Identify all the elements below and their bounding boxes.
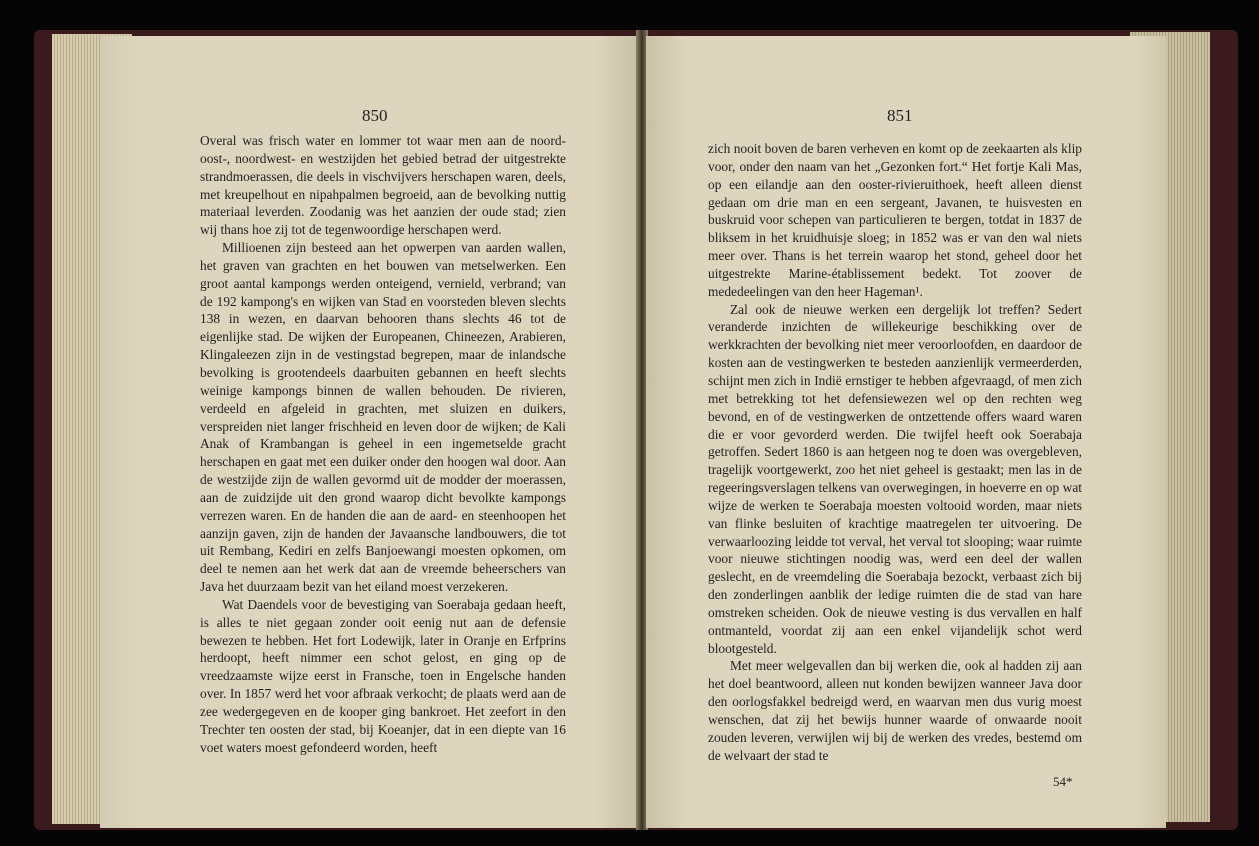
left-page-number: 850	[362, 106, 388, 125]
printer-signature: 54*	[1053, 774, 1073, 789]
left-page-text	[200, 132, 566, 757]
left-paragraph-1: Overal was frisch water en lommer tot waar men aan de noord-oost-, noordwest- en westzijden het gebied betrad der uitgestrekte strandmoerassen, die deels in vischvijvers herschapen waren, deels, met kreupelhout en nipahpalmen begroeid, aan de bevolking nuttig materiaal leverden. Zoodanig was het aanzien der oude stad; zien wij thans hoe zij tot de tegenwoordige herschapen werd.	[200, 133, 566, 238]
left-page	[100, 36, 638, 828]
left-paragraph-2: Millioenen zijn besteed aan het opwerpen van aarden wallen, het graven van grachten en het bouwen van metselwerken. Een groot aantal kampongs werden onteigend, vernield, verbrand; van de 192 kampong's en wijken van Stad en voorsteden bleven slechts 138 in wezen, en daarvan behooren thans slechts 46 tot de eigenlijke stad. De wijken der Europeanen, Chineezen, Arabieren, Klingaleezen zijn in de vestingstad begrepen, maar de inlandsche bevolking is grootendeels daarbuiten gebannen en heeft slechts weinige kampongs binnen de wallen behouden. De rivieren, verdeeld en afgeleid in grachten, met sluizen en duikers, verspreiden niet langer frischheid en leven door de wijken; de Kali Anak of Krambangan is geheel in een ingemetselde gracht herschapen en gaat met een duiker onder den hoogen wal door. Aan de westzijde zijn de wallen gevormd uit de modder der moerassen, aan de zuidzijde uit den grond waarop dicht bevolkte kampongs verrezen waren. En de handen die aan de aard- en steenhoopen het aanzijn gaven, zijn de handen der Javaansche landbouwers, die tot uit Rembang, Kediri en zelfs Banjoewangi moesten opkomen, om deel te nemen aan het werk dat aan de vreemde beheerschers van Java het duurzaam bezit van het eiland moest verzekeren.	[200, 240, 566, 595]
right-paragraph-2: Zal ook de nieuwe werken een dergelijk lot treffen? Sedert veranderde inzichten de willekeurige beschikking over de werkkrachten der bevolking niet meer veroorloofden, en daardoor de kosten aan de vestingwerken te besteden aanzienlijk vermeerderden, schijnt men zich in Indië ernstiger te hebben afgevraagd, of men zich met betrekking tot het defensiewezen wel op den rechten weg bevond, en of de vestingwerken de ontzettende offers waard waren die er voor gevorderd werden. Die twijfel heeft ook Soerabaja getroffen. Sedert 1860 is aan hetgeen nog te doen was overgebleven, tragelijk voortgewerkt, zoo het niet geheel is gestaakt; men las in de regeeringsverslagen telkens van overwegingen, in hoeverre en op wat wijze de werken te Soerabaja moesten voltooid worden, maar niets van flinke besluiten of krachtige maatregelen ter uitvoering. De verwaarloozing leidde tot verval, het verval tot slooping; waar ruimte voor nieuwe stichtingen noodig was, werd een deel der wallen geslecht, en de vreemdeling die Soerabaja bezockt, verbaast zich bij den zonderlingen aanblik der ledige ruimten die de stad van hare omstreken scheiden. Ook de nieuwe vesting is dus vervallen en half ontmanteld, voordat zij aan een enkel vijandelijk schot werd blootgesteld.	[708, 301, 1082, 656]
right-paragraph-1: zich nooit boven de baren verheven en komt op de zeekaarten als klip voor, onder den naam van het „Gezonken fort.“ Het fortje Kali Mas, op een eilandje aan den ooster-rivieruithoek, heeft alleen dienst gedaan om drie man en een sergeant, Javanen, te huisvesten en buskruid voor schepen van particulieren te bergen, totdat in 1837 de bliksem in het kruidhuisje sloeg; in 1852 was er van den wal niets meer over. Thans is het terrein waarop het stond, geheel door het uitgestrekte Marine-établissement bedekt. Tot zoover de mededeelingen van den heer Hageman¹.	[708, 141, 1082, 299]
left-paragraph-3: Wat Daendels voor de bevestiging van Soerabaja gedaan heeft, is alles te niet gegaan zonder ooit eenig nut aan de defensie bewezen te hebben. Het fort Lodewijk, later in Oranje en Erfprins herdoopt, heeft nimmer een schot gelost, en ging op de vreedzaamste wijze eerst in Fransche, toen in Engelsche handen over. In 1857 werd het voor afbraak verkocht; de plaats werd aan de zee wedergegeven en de kooper ging bankroet. Het zeefort in den Trechter ten oosten der stad, bij Koeanjer, dat in een diepte van 16 voet waters moest gefondeerd worden, heeft	[200, 596, 566, 755]
right-page-text	[708, 140, 1082, 765]
right-paragraph-3: Met meer welgevallen dan bij werken die, ook al hadden zij aan het doel beantwoord, alleen nut konden bewijzen wanneer Java door den oorlogsfakkel bedreigd werd, en waarvan men dus vurig moest wenschen, dat zij het bewijs hunner waarde of onwaarde nooit zouden leveren, verwijlen wij bij de werken des vredes, bestemd om de welvaart der stad te	[708, 658, 1082, 763]
right-page-number: 851	[887, 106, 913, 125]
right-page	[646, 36, 1166, 828]
